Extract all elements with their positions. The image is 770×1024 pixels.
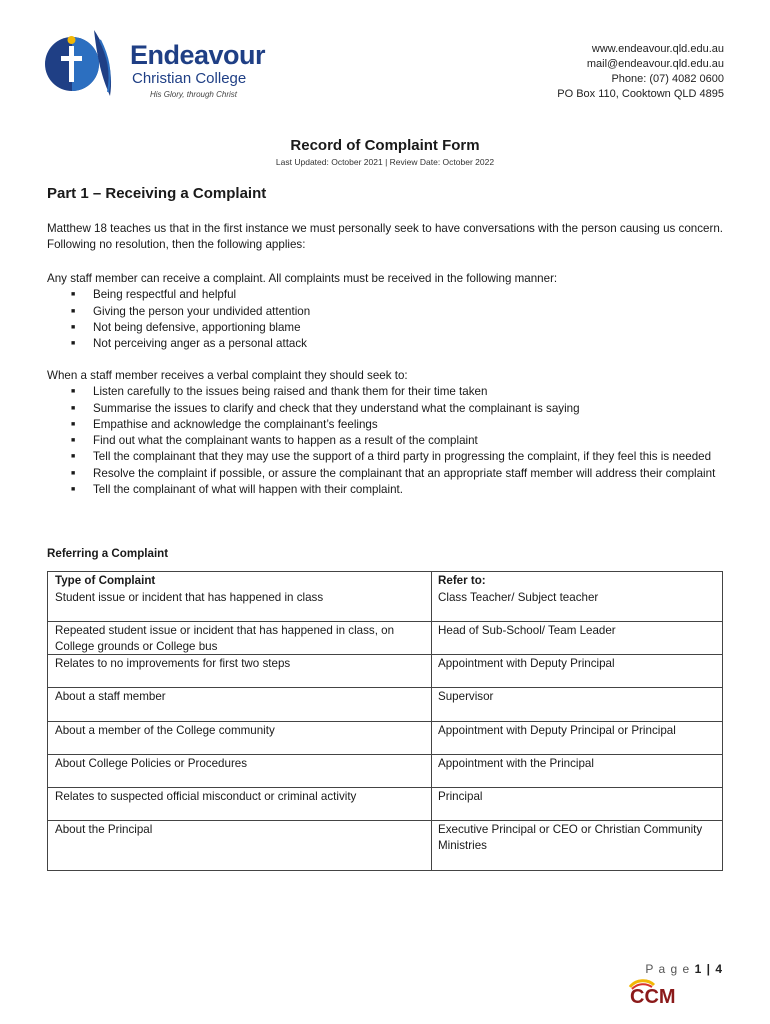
table-cell-refer: Supervisor	[438, 690, 494, 703]
table-cell-type: Relates to suspected official misconduct or criminal activity	[55, 790, 357, 803]
verbal-section	[47, 368, 727, 498]
table-cell-type: About the Principal	[55, 823, 153, 836]
ccm-logo-text: CCM	[630, 986, 676, 1008]
section-heading-part1: Part 1 – Receiving a Complaint	[47, 185, 267, 202]
list-item: ■ Resolve the complaint if possible, or assure the complainant that an appropriate staff member will address their complaint	[93, 466, 727, 482]
manner-section	[47, 271, 727, 352]
referring-heading: Referring a Complaint	[47, 547, 169, 560]
page-current: 1	[694, 962, 703, 976]
contact-info	[557, 42, 724, 102]
logo-title: Endeavour	[130, 40, 266, 70]
table-cell-refer: Principal	[438, 790, 483, 803]
table-cell-type: About a member of the College community	[55, 724, 275, 737]
list-item: ■ Tell the complainant that they may use the support of a third party in progressing the complaint, if they feel this is needed	[93, 449, 727, 465]
row-divider	[48, 787, 722, 788]
table-cell-refer: Appointment with the Principal	[438, 757, 594, 770]
verbal-lead: When a staff member receives a verbal complaint they should seek to:	[47, 369, 408, 382]
referral-table	[47, 571, 723, 871]
table-cell-refer: Head of Sub-School/ Team Leader	[438, 624, 616, 637]
college-logo	[44, 26, 294, 104]
row-divider	[48, 721, 722, 722]
page-separator: |	[706, 962, 711, 976]
table-cell-type: Relates to no improvements for first two steps	[55, 657, 291, 670]
page-label: P a g e	[645, 962, 691, 976]
list-item: ■ Summarise the issues to clarify and check that they understand what the complainant is saying	[93, 401, 727, 417]
manner-list	[47, 287, 727, 352]
page-total: 4	[715, 962, 723, 976]
logo-subtitle: Christian College	[132, 70, 247, 87]
table-cell-type: Student issue or incident that has happened in class	[55, 591, 324, 604]
list-item: ■ Empathise and acknowledge the complainant’s feelings	[93, 417, 727, 433]
table-cell-refer: Appointment with Deputy Principal	[438, 657, 615, 670]
phone-number: Phone: (07) 4082 0600	[611, 73, 724, 85]
table-cell-refer: Executive Principal or CEO or Christian Community Ministries	[438, 823, 703, 853]
verbal-list	[47, 384, 727, 498]
list-item: ■ Listen carefully to the issues being raised and thank them for their time taken	[93, 384, 727, 400]
list-item: ■ Being respectful and helpful	[93, 287, 727, 303]
college-emblem-icon	[44, 26, 128, 104]
logo-motto: His Glory, through Christ	[150, 90, 237, 99]
list-item: ■ Find out what the complainant wants to happen as a result of the complaint	[93, 433, 727, 449]
document-title: Record of Complaint Form	[290, 137, 480, 154]
column-header-type: Type of Complaint	[55, 574, 156, 587]
ccm-logo-icon	[626, 977, 706, 1009]
column-header-refer: Refer to:	[438, 574, 486, 587]
website-link[interactable]: www.endeavour.qld.edu.au	[591, 43, 724, 55]
intro-paragraph	[47, 221, 727, 254]
row-divider	[48, 820, 722, 821]
postal-address: PO Box 110, Cooktown QLD 4895	[557, 88, 724, 100]
table-cell-type: About College Policies or Procedures	[55, 757, 248, 770]
list-item: ■ Tell the complainant of what will happen with their complaint.	[93, 482, 727, 498]
row-divider	[48, 687, 722, 688]
row-divider	[48, 621, 722, 622]
list-item: ■ Not being defensive, apportioning blame	[93, 320, 727, 336]
manner-lead: Any staff member can receive a complaint. All complaints must be received in the following manner:	[47, 272, 558, 285]
document-dates: Last Updated: October 2021 | Review Date: October 2022	[275, 157, 495, 167]
row-divider	[48, 754, 722, 755]
list-item: ■ Not perceiving anger as a personal attack	[93, 336, 727, 352]
table-cell-refer: Appointment with Deputy Principal or Principal	[438, 724, 676, 737]
list-item: ■ Giving the person your undivided attention	[93, 304, 727, 320]
page-number	[645, 962, 723, 976]
ccm-logo	[626, 977, 706, 1009]
intro-text: Matthew 18 teaches us that in the first instance we must personally seek to have conversations with the person causing us concern. Following no resolution, then the following applies:	[47, 222, 724, 252]
table-cell-type: Repeated student issue or incident that has happened in class, on College grounds or College bus	[55, 624, 395, 654]
table-cell-refer: Class Teacher/ Subject teacher	[438, 591, 599, 604]
table-cell-type: About a staff member	[55, 690, 166, 703]
email-link[interactable]: mail@endeavour.qld.edu.au	[586, 58, 724, 70]
